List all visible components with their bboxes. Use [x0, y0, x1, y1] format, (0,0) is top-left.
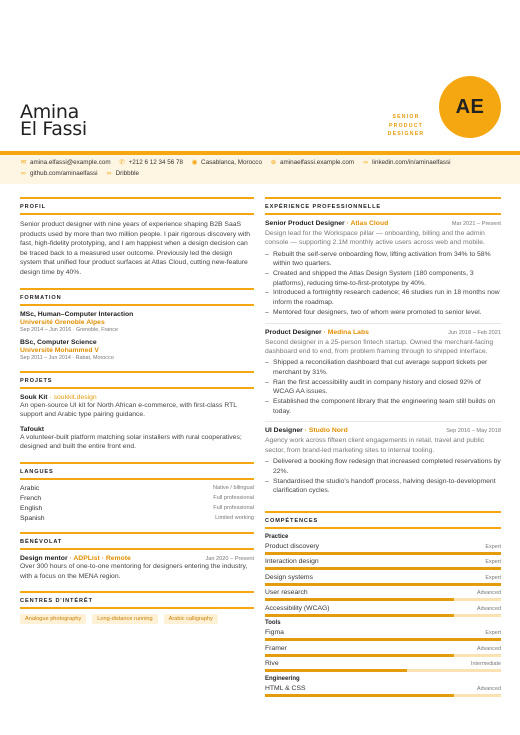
contact-location: [191, 159, 262, 166]
skill-item: [265, 645, 501, 657]
contact-location-text: Casablanca, Morocco: [201, 159, 262, 166]
skill-name: Accessibility (WCAG): [265, 604, 330, 612]
skill-head: [265, 660, 501, 667]
mail-icon: ✉: [20, 158, 27, 166]
job-bullet: – Mentored four designers, two of whom were promoted to senior level.: [265, 308, 501, 317]
interest-tag: Arabic calligraphy: [164, 614, 218, 624]
section-title: COMPÉTENCES: [265, 511, 501, 529]
language-level: Native / bilingual: [212, 484, 254, 491]
job-company: · Atlas Cloud: [346, 220, 389, 227]
job-role: Product Designer: [265, 328, 322, 336]
language-name: Spanish: [20, 514, 45, 522]
job-bullet: – Shipped a reconciliation dashboard that cut average support tickets per merchant by 31%.: [265, 358, 501, 377]
volunteer-desc: Over 300 hours of one-to-one mentoring for designers entering the industry, with a focus on the MENA region.: [20, 562, 248, 580]
interests-section: [20, 591, 254, 624]
projects-section: [20, 371, 254, 452]
link-icon: ∞: [106, 169, 112, 177]
skill-item: [265, 660, 501, 672]
candidate-name: [20, 101, 87, 140]
job-bullets: [265, 358, 501, 415]
volunteer-head: [20, 555, 254, 562]
skill-name: Framer: [265, 644, 287, 652]
contact-row: [20, 170, 147, 177]
skill-level: Expert: [485, 559, 501, 566]
skill-item: [265, 574, 501, 586]
skill-level: Advanced: [477, 590, 501, 597]
skill-head: [265, 685, 501, 692]
skills-list: [265, 534, 501, 697]
link-icon: ∞: [21, 169, 26, 177]
skill-bar-track: [265, 583, 501, 586]
globe-icon: ⊕: [270, 158, 277, 166]
language-row: [20, 505, 254, 512]
job-title-line: DESIGNER: [387, 131, 425, 137]
skill-bar-track: [265, 552, 501, 555]
job-title-line: [265, 220, 388, 227]
section-title: FORMATION: [20, 288, 254, 306]
skill-group-title: Tools: [265, 620, 281, 627]
job-company-text: Studio Nord: [308, 427, 348, 435]
skill-level: Expert: [485, 574, 501, 581]
job-bullet: – Delivered a booking flow redesign that increased completed reservations by 22%.: [265, 457, 501, 476]
skill-bar-fill: [265, 567, 501, 570]
skill-name: Interaction design: [265, 558, 319, 566]
contact-email[interactable]: [20, 159, 111, 166]
section-title: LANGUES: [20, 462, 254, 480]
skills-section: [265, 511, 501, 697]
job-desc: Design lead for the Workspace pillar — onboarding, billing and the admin console — supporting 2.1M monthly active users across web and mobile.: [265, 230, 485, 247]
skill-level: Advanced: [477, 645, 501, 652]
job-desc: Agency work across fifteen client engagements in retail, travel and public sector, from brand-led marketing sites to internal tooling.: [265, 437, 485, 454]
degree: BSc, Computer Science: [20, 338, 97, 346]
skill-level: Expert: [485, 630, 501, 637]
project-entry: [20, 394, 254, 420]
contact-phone-text: +212 6 12 34 56 78: [128, 159, 184, 166]
contact-website[interactable]: [270, 159, 354, 166]
volunteer-title: [20, 555, 131, 562]
job-date: Mar 2021 – Present: [451, 221, 501, 227]
job-bullet: – Created and shipped the Atlas Design System (180 components, 3 platforms), reducing time-to-first-prototype by 40%.: [265, 269, 501, 288]
contact-linkedin[interactable]: [362, 159, 450, 166]
skill-level: Intermediate: [471, 661, 501, 668]
skill-group-title: Engineering: [265, 675, 300, 682]
first-name: Amina: [20, 101, 79, 123]
skill-bar-track: [265, 598, 501, 601]
skill-bar-fill: [265, 669, 407, 672]
right-column: [265, 197, 501, 707]
skill-bar-fill: [265, 583, 501, 586]
education-meta: Sep 2014 – Jun 2016 · Grenoble, France: [20, 326, 118, 333]
job-bullet: – Rebuilt the self-serve onboarding flow, lifting activation from 34% to 58% within two quarters.: [265, 250, 501, 269]
project-name: Souk Kit: [20, 393, 48, 401]
school: Université Grenoble Alpes: [20, 318, 105, 326]
project-link-text: soukkit.design: [53, 393, 97, 401]
skill-level: Expert: [485, 543, 501, 550]
project-desc: An open-source UI kit for North African e-commerce, with first-class RTL support and Arabic type pairing guidance.: [20, 401, 237, 419]
interest-tag: Analogue photography: [20, 614, 86, 624]
skill-head: [265, 645, 501, 652]
job-entry: [265, 329, 501, 423]
skill-bar-track: [265, 638, 501, 641]
project-link[interactable]: · soukkit.design: [49, 393, 97, 401]
skill-name: Rive: [265, 660, 279, 668]
skill-head: [265, 629, 501, 636]
language-name: English: [20, 504, 43, 512]
skill-item: [265, 543, 501, 555]
contact-dribbble[interactable]: [106, 170, 139, 177]
job-bullet: – Ran the first accessibility audit in company history and closed 92% of WCAG AA issues.: [265, 378, 501, 397]
skill-name: Design systems: [265, 573, 313, 581]
skill-item: [265, 589, 501, 601]
job-bullet: – Established the component library that the engineering team still builds on today.: [265, 397, 501, 416]
language-level: Full professional: [213, 504, 254, 511]
job-entry: [265, 220, 501, 324]
job-head: [265, 427, 501, 434]
skill-head: [265, 543, 501, 550]
education-meta: Sep 2011 – Jun 2014 · Rabat, Morocco: [20, 354, 114, 361]
job-bullets: [265, 457, 501, 495]
skill-name: Product discovery: [265, 542, 320, 550]
job-date: Sep 2016 – May 2018: [446, 428, 501, 435]
contact-linkedin-text: linkedin.com/in/aminaelfassi: [372, 159, 451, 166]
skill-item: [265, 558, 501, 570]
link-icon: ∞: [363, 158, 368, 166]
skill-name: HTML & CSS: [265, 684, 306, 692]
job-title-line: PRODUCT: [388, 122, 424, 129]
job-entry: [265, 427, 501, 500]
contact-dribbble-text: Dribbble: [115, 170, 140, 177]
job-title-line: [265, 427, 348, 434]
volunteer-org-text: ADPList · Remote: [73, 554, 131, 562]
skill-item: [265, 629, 501, 641]
skill-bar-fill: [265, 598, 454, 601]
job-desc: Second designer in a 25-person fintech startup. Owned the merchant-facing dashboard end to end, from problem framing through to shipped interface.: [265, 338, 494, 356]
skill-bar-fill: [265, 694, 454, 697]
experience-section: [265, 197, 501, 501]
contact-github-text: github.com/aminaelfassi: [30, 170, 98, 177]
job-company: · Studio Nord: [304, 427, 348, 435]
section-title: EXPÉRIENCE PROFESSIONNELLE: [265, 197, 501, 215]
skill-group-title: Practice: [265, 533, 289, 540]
profile-section: [20, 197, 254, 278]
job-head: [265, 220, 501, 227]
job-role: Senior Product Designer: [265, 220, 345, 227]
skill-head: [265, 589, 501, 596]
skill-level: Advanced: [477, 685, 501, 692]
skill-bar-track: [265, 567, 501, 570]
interest-tag: Long-distance running: [92, 614, 157, 624]
section-title: PROJETS: [20, 371, 254, 389]
last-name: El Fassi: [20, 118, 87, 140]
skill-bar-track: [265, 669, 501, 672]
skill-bar-fill: [265, 614, 454, 617]
contact-website-text: aminaelfassi.example.com: [279, 159, 355, 166]
skill-head: [265, 605, 501, 612]
skill-bar-track: [265, 614, 501, 617]
school: Université Mohammed V: [20, 346, 99, 354]
volunteer-section: [20, 532, 254, 581]
project-title: [20, 394, 254, 401]
contact-github[interactable]: [20, 170, 98, 177]
language-row: [20, 515, 254, 522]
education-section: [20, 288, 254, 361]
job-title: [380, 113, 432, 139]
location-pin-icon: ◉: [191, 158, 198, 166]
degree: MSc, Human–Computer Interaction: [20, 310, 134, 318]
volunteer-org: · ADPList · Remote: [69, 554, 131, 562]
education-entry: [20, 311, 254, 333]
section-title: CENTRES D'INTÉRÊT: [20, 591, 254, 609]
left-column: [20, 197, 254, 634]
skill-level: Advanced: [477, 605, 501, 612]
job-company-text: Medina Labs: [327, 328, 369, 336]
language-name: French: [20, 494, 42, 502]
skill-bar-fill: [265, 638, 501, 641]
language-level: Full professional: [213, 494, 254, 501]
job-bullet: – Standardised the studio's handoff process, halving design-to-development clarification cycles.: [265, 477, 501, 496]
job-title-line: SENIOR: [392, 114, 420, 120]
monogram-badge: AE: [439, 76, 501, 138]
skill-bar-track: [265, 694, 501, 697]
job-company: · Medina Labs: [323, 328, 369, 336]
project-desc: A volunteer-built platform matching solar installers with rural cooperatives; designed and built the entire front end.: [20, 433, 242, 451]
project-entry: [20, 426, 254, 452]
section-title: BÉNÉVOLAT: [20, 532, 254, 550]
contact-email-text: amina.elfassi@example.com: [30, 159, 111, 166]
job-bullets: [265, 250, 501, 317]
job-date: Jun 2018 – Feb 2021: [448, 329, 501, 336]
skill-head: [265, 558, 501, 565]
languages-section: [20, 462, 254, 522]
phone-icon: ✆: [119, 158, 125, 166]
contact-row: [20, 159, 459, 166]
profile-text: Senior product designer with nine years of experience shaping B2B SaaS products used by more than two million people. I pair rigorous discovery with fast, high-fidelity prototyping, and I am happiest when a design decision can be traced back to a measured user outcome. Previously led the design system that unified four product surfaces at Atlas Cloud, cutting new-feature design time by 40%.: [20, 221, 251, 276]
skill-item: [265, 605, 501, 617]
contact-bar: [0, 151, 520, 184]
education-entry: [20, 339, 254, 361]
resume-header: [0, 0, 520, 152]
project-name: Tafoukt: [20, 425, 45, 433]
skill-item: [265, 685, 501, 697]
contact-phone[interactable]: [119, 159, 183, 166]
skill-bar-track: [265, 654, 501, 657]
skill-name: Figma: [265, 629, 284, 637]
job-head: [265, 329, 501, 336]
skill-bar-fill: [265, 654, 454, 657]
language-row: [20, 485, 254, 492]
language-level: Limited working: [215, 514, 254, 521]
job-company-text: Atlas Cloud: [350, 220, 389, 227]
skill-bar-fill: [265, 552, 501, 555]
volunteer-role: Design mentor: [20, 554, 68, 562]
job-role: UI Designer: [265, 427, 303, 435]
skill-head: [265, 574, 501, 581]
interest-tags: [20, 614, 254, 624]
volunteer-date: Jan 2020 – Present: [205, 555, 254, 562]
language-row: [20, 495, 254, 502]
section-title: PROFIL: [20, 197, 254, 215]
language-name: Arabic: [20, 484, 40, 492]
job-bullet: – Introduced a fortnightly research cadence; 46 studies run in 18 months now inform the roadmap.: [265, 288, 501, 307]
job-title-line: [265, 329, 369, 336]
skill-name: User research: [265, 589, 308, 597]
